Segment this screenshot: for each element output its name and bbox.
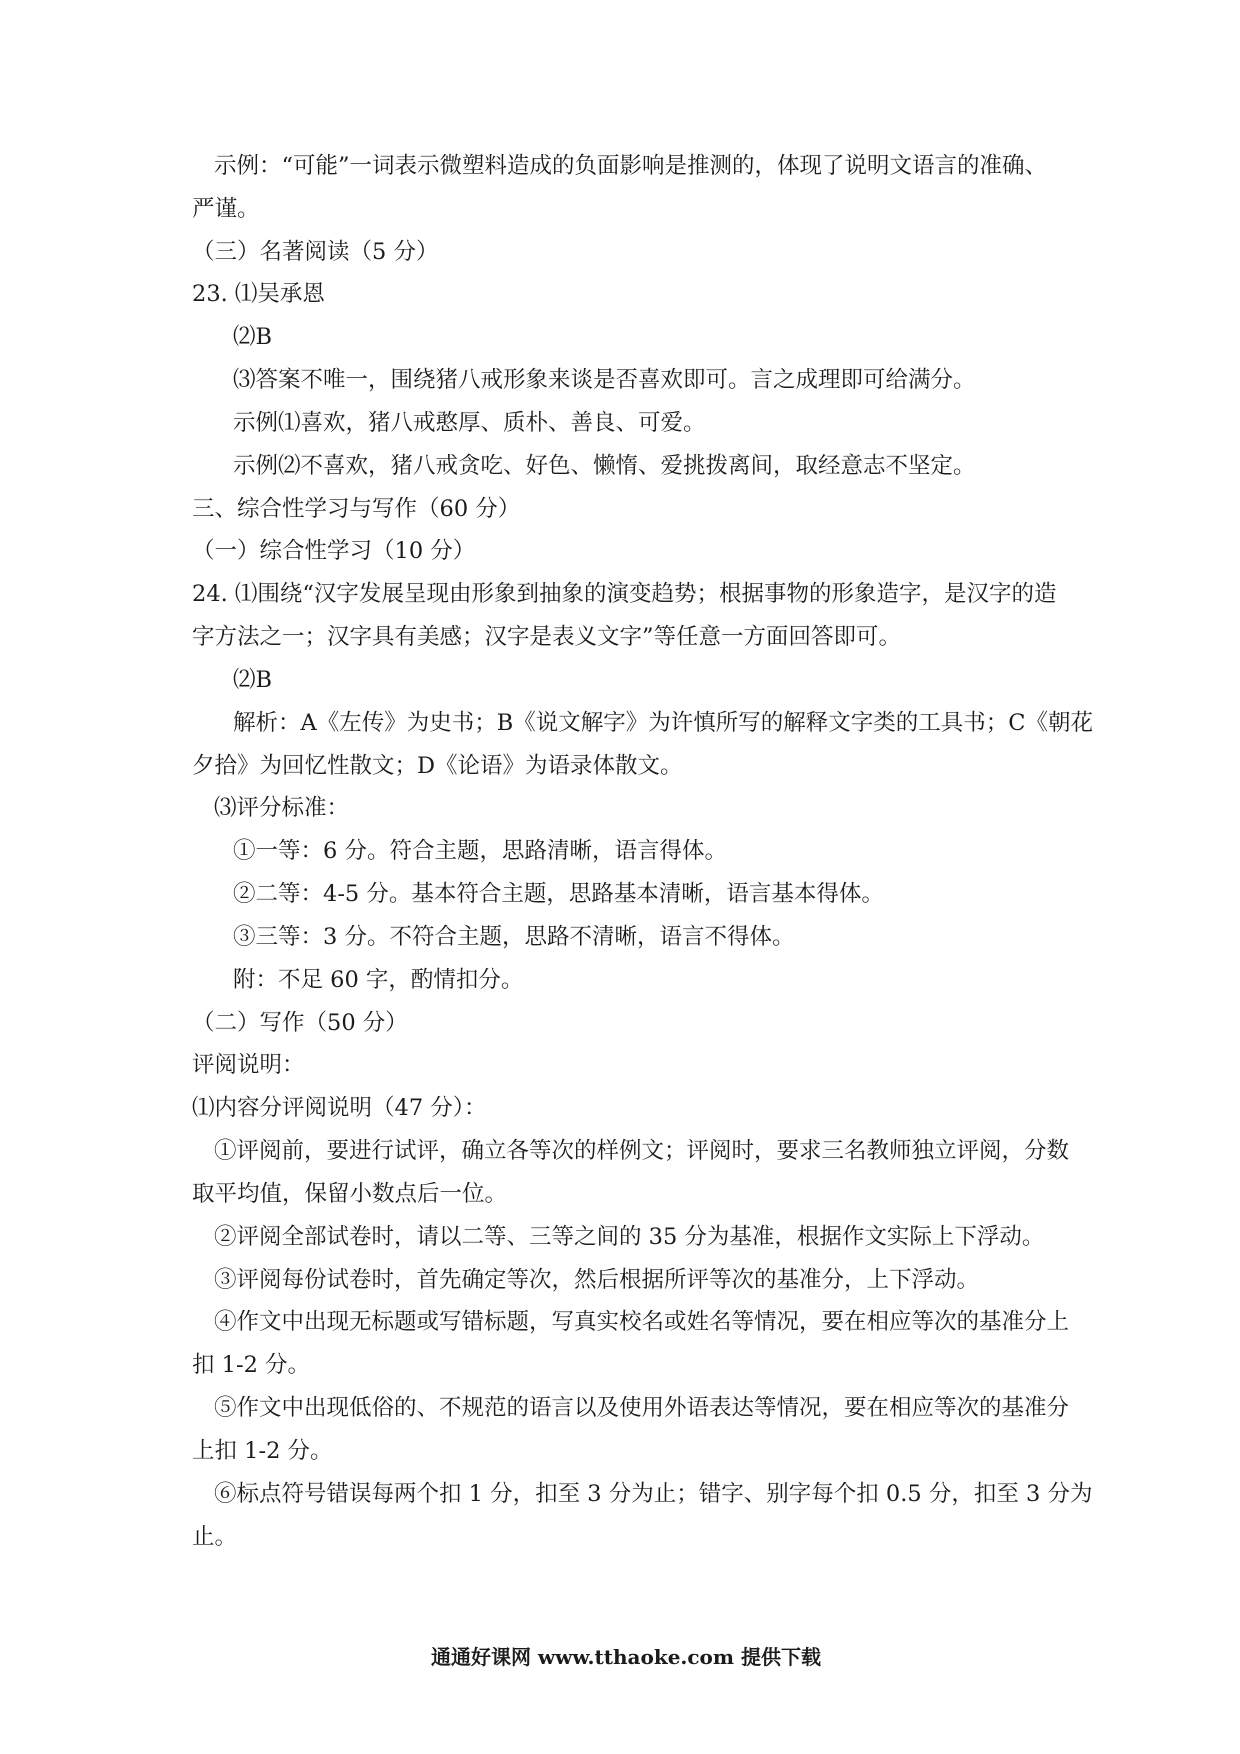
review-rule-line: ③评阅每份试卷时，首先确定等次，然后根据所评等次的基准分，上下浮动。	[214, 1266, 980, 1293]
review-rule-line: ⑥标点符号错误每两个扣 1 分，扣至 3 分为止；错字、别字每个扣 0.5 分，扣至 3 分为	[214, 1480, 1093, 1507]
q22-example-line: 示例：“可能”一词表示微塑料造成的负面影响是推测的，体现了说明文语言的准确、	[214, 153, 1048, 179]
grade-criterion: ②二等：4-5 分。基本符合主题，思路基本清晰，语言基本得体。	[233, 881, 884, 908]
q23-part-3: ⑶答案不唯一，围绕猪八戒形象来谈是否喜欢即可。言之成理即可给满分。	[233, 367, 976, 394]
q22-example	[0, 145, 1240, 231]
review-rule-line: 取平均值，保留小数点后一位。	[192, 1180, 508, 1207]
q24-part-2: ⑵B	[233, 666, 273, 693]
q24-analysis-line: 夕拾》为回忆性散文；D《论语》为语录体散文。	[192, 752, 683, 779]
review-rule	[0, 1130, 1240, 1216]
q24-part-3-heading: ⑶评分标准：	[214, 795, 350, 822]
section-heading-classics: （三）名著阅读（5 分）	[192, 238, 439, 265]
review-rule	[0, 1473, 1240, 1559]
classics-reading-section	[0, 231, 1240, 488]
q24-analysis-line: 解析：A《左传》为史书；B《说文解字》为许慎所写的解释文字类的工具书；C《朝花	[233, 709, 1094, 736]
answer-key-content	[0, 145, 1240, 1558]
q24-part-1-line: 字方法之一；汉字具有美感；汉字是表义文字”等任意一方面回答即可。	[192, 624, 902, 651]
grade-note: 附：不足 60 字，酌情扣分。	[233, 966, 524, 993]
review-rule-line: ①评阅前，要进行试评，确立各等次的样例文；评阅时，要求三名教师独立评阅，分数	[214, 1138, 1070, 1165]
review-rule-line: 止。	[192, 1523, 238, 1550]
review-rule-line: 扣 1-2 分。	[192, 1352, 311, 1379]
part-three-section	[0, 488, 1240, 1559]
review-rule-line: 上扣 1-2 分。	[192, 1437, 333, 1464]
section-heading-writing: （二）写作（50 分）	[192, 1009, 408, 1036]
review-rule	[0, 1216, 1240, 1259]
review-rule-line: ④作文中出现无标题或写错标题，写真实校名或姓名等情况，要在相应等次的基准分上	[214, 1309, 1070, 1336]
section-heading-comprehensive: （一）综合性学习（10 分）	[192, 538, 476, 565]
q22-example-line: 严谨。	[192, 195, 260, 222]
q23-example-2: 示例⑵不喜欢，猪八戒贪吃、好色、懒惰、爱挑拨离间，取经意志不坚定。	[233, 452, 976, 479]
content-review-heading: ⑴内容分评阅说明（47 分）：	[192, 1095, 487, 1122]
q24-part-1-line: 24. ⑴围绕“汉字发展呈现由形象到抽象的演变趋势；根据事物的形象造字，是汉字的造	[192, 581, 1057, 608]
review-rule	[0, 1259, 1240, 1302]
q23-part-2: ⑵B	[233, 324, 273, 351]
review-rule-line: ②评阅全部试卷时，请以二等、三等之间的 35 分为基准，根据作文实际上下浮动。	[214, 1223, 1045, 1250]
grade-criterion: ①一等：6 分。符合主题，思路清晰，语言得体。	[233, 838, 727, 865]
comprehensive-learning-section	[0, 530, 1240, 1001]
review-rule	[0, 1387, 1240, 1473]
page-footer-download-notice: 通通好课网 www.tthaoke.com 提供下载	[430, 1645, 822, 1669]
writing-section	[0, 1002, 1240, 1559]
q23-part-1: 23. ⑴吴承恩	[192, 281, 325, 308]
review-rule-line: ⑤作文中出现低俗的、不规范的语言以及使用外语表达等情况，要在相应等次的基准分	[214, 1395, 1070, 1422]
grade-criterion: ③三等：3 分。不符合主题，思路不清晰，语言不得体。	[233, 923, 795, 950]
review-heading: 评阅说明：	[192, 1052, 305, 1079]
q23-example-1: 示例⑴喜欢，猪八戒憨厚、质朴、善良、可爱。	[233, 409, 706, 436]
part-heading: 三、综合性学习与写作（60 分）	[192, 495, 521, 522]
review-rule	[0, 1301, 1240, 1387]
